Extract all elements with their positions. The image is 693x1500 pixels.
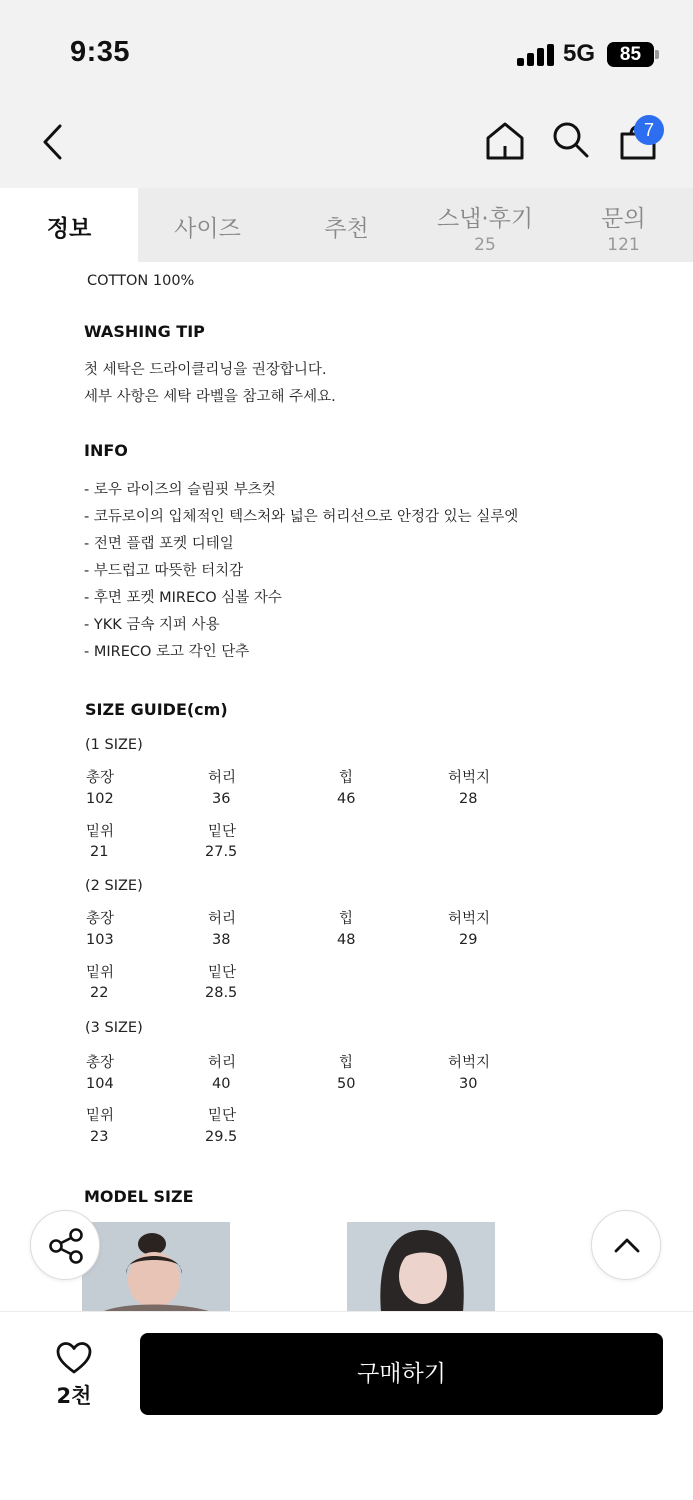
size-header: 총장 <box>86 911 115 927</box>
material-text: COTTON 100% <box>87 273 195 289</box>
size-header: 총장 <box>86 1055 115 1071</box>
size-value: 23 <box>90 1129 109 1145</box>
signal-icon <box>517 44 555 66</box>
size-value: 48 <box>337 932 356 948</box>
size-header: 밑위 <box>86 1108 115 1124</box>
size-value: 22 <box>90 985 109 1001</box>
size-header: 허벅지 <box>448 1055 491 1071</box>
tab-label: 문의 <box>601 206 646 232</box>
tab-label: 사이즈 <box>174 216 241 242</box>
size-value: 104 <box>86 1076 114 1092</box>
tab-inquiry[interactable] <box>554 188 693 262</box>
like-count: 2천 <box>56 1384 92 1408</box>
network-type: 5G <box>563 40 596 67</box>
size-value: 29 <box>459 932 478 948</box>
tab-count: 121 <box>607 235 640 255</box>
size-value: 27.5 <box>205 844 238 860</box>
search-icon[interactable] <box>551 120 591 160</box>
washing-line: 세부 사항은 세탁 라벨을 참고해 주세요. <box>84 389 336 405</box>
size-guide-title: SIZE GUIDE(cm) <box>85 700 228 719</box>
battery-tip <box>655 50 659 59</box>
size-header: 허리 <box>208 1055 237 1071</box>
info-line: - 부드럽고 따뜻한 터치감 <box>84 563 244 579</box>
washing-line: 첫 세탁은 드라이클리닝을 권장합니다. <box>84 362 327 378</box>
tab-label: 추천 <box>324 216 369 242</box>
size-header: 밑단 <box>208 1108 237 1124</box>
size-header: 허벅지 <box>448 770 491 786</box>
heart-icon[interactable] <box>55 1341 93 1375</box>
washing-tip-title: WASHING TIP <box>84 322 205 341</box>
info-line: - 전면 플랩 포켓 디테일 <box>84 536 234 552</box>
size-name: (2 SIZE) <box>85 878 143 894</box>
tab-label: 스냅·후기 <box>436 206 534 232</box>
info-line: - YKK 금속 지퍼 사용 <box>84 617 220 633</box>
nav-bar <box>0 100 693 188</box>
size-header: 밑단 <box>208 965 237 981</box>
size-header: 밑위 <box>86 965 115 981</box>
size-value: 36 <box>212 791 231 807</box>
status-bar <box>0 0 693 100</box>
battery-icon: 85 <box>607 42 654 67</box>
size-value: 28 <box>459 791 478 807</box>
chevron-up-icon <box>592 1211 662 1281</box>
cart-count-badge: 7 <box>634 115 664 145</box>
tab-label: 정보 <box>46 216 92 242</box>
tab-info[interactable] <box>0 188 138 262</box>
size-value: 38 <box>212 932 231 948</box>
status-time: 9:35 <box>70 36 131 68</box>
size-header: 밑단 <box>208 824 237 840</box>
size-header: 허벅지 <box>448 911 491 927</box>
share-button[interactable] <box>30 1210 100 1280</box>
tab-count: 25 <box>474 235 496 255</box>
model-photo-1 <box>82 1222 230 1312</box>
info-line: - 코듀로이의 입체적인 텍스처와 넓은 허리선으로 안정감 있는 실루엣 <box>84 509 519 525</box>
tab-snap-review[interactable] <box>416 188 554 262</box>
info-line: - 로우 라이즈의 슬림핏 부츠컷 <box>84 482 276 498</box>
size-header: 총장 <box>86 770 115 786</box>
home-icon[interactable] <box>484 120 526 162</box>
size-name: (3 SIZE) <box>85 1020 143 1036</box>
size-value: 28.5 <box>205 985 238 1001</box>
info-title: INFO <box>84 441 128 460</box>
size-header: 밑위 <box>86 824 115 840</box>
size-header: 힙 <box>339 911 354 927</box>
model-photo-2 <box>347 1222 495 1312</box>
size-value: 46 <box>337 791 356 807</box>
tab-bar <box>0 188 693 262</box>
tab-size[interactable] <box>138 188 277 262</box>
size-value: 102 <box>86 791 114 807</box>
info-line: - MIRECO 로고 각인 단추 <box>84 644 250 660</box>
size-value: 50 <box>337 1076 356 1092</box>
size-name: (1 SIZE) <box>85 737 143 753</box>
size-value: 40 <box>212 1076 231 1092</box>
size-value: 30 <box>459 1076 478 1092</box>
size-header: 힙 <box>339 770 354 786</box>
share-icon <box>31 1211 101 1281</box>
size-header: 허리 <box>208 911 237 927</box>
back-icon[interactable] <box>38 122 68 162</box>
size-value: 103 <box>86 932 114 948</box>
scroll-top-button[interactable] <box>591 1210 661 1280</box>
model-size-title: MODEL SIZE <box>84 1187 194 1206</box>
size-value: 21 <box>90 844 109 860</box>
size-value: 29.5 <box>205 1129 238 1145</box>
size-header: 허리 <box>208 770 237 786</box>
size-header: 힙 <box>339 1055 354 1071</box>
buy-button[interactable]: 구매하기 <box>140 1333 663 1415</box>
info-line: - 후면 포켓 MIRECO 심볼 자수 <box>84 590 282 606</box>
tab-recommend[interactable] <box>277 188 416 262</box>
